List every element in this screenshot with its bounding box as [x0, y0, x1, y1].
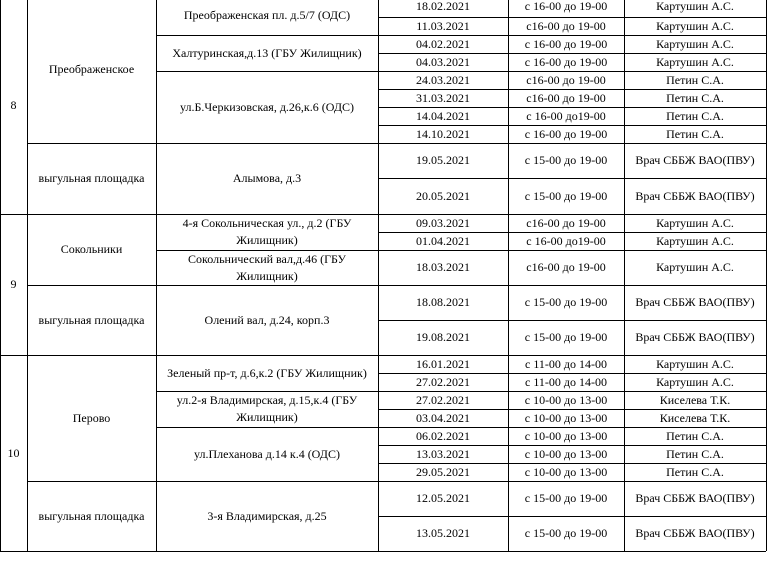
visit-time: с 16-00 до 19-00 [524, 0, 608, 13]
responsible-person: Картушин А.С. [656, 0, 734, 13]
responsible-person: Петин С.А. [666, 108, 724, 123]
visit-time: с16-00 до 19-00 [526, 90, 606, 105]
visit-date: 09.03.2021 [416, 215, 470, 230]
visit-time: с 16-00 до 19-00 [524, 54, 608, 69]
visit-date: 01.04.2021 [416, 233, 470, 248]
responsible-person: Петин С.А. [666, 464, 724, 479]
dog-area-address: Алымова, д.3 [232, 171, 302, 185]
visit-time: с 16-00 до 19-00 [524, 126, 608, 141]
visit-date: 18.02.2021 [416, 0, 470, 13]
site-address: Халтуринская,д.13 (ГБУ Жилищник) [172, 45, 362, 60]
site-address: ул.2-я Владимирская, д.15,к.4 (ГБУ Жилищник) [176, 393, 358, 424]
responsible-person: Картушин А.С. [656, 36, 734, 51]
visit-time: с 15-00 до 19-00 [524, 330, 608, 344]
site-address: ул.Б.Черкизовская, д.26,к.6 (ОДС) [180, 99, 354, 114]
site-address: Сокольнический вал,д.46 (ГБУ Жилищник) [188, 251, 346, 283]
visit-date: 11.03.2021 [416, 18, 470, 33]
responsible-person: Картушин А.С. [656, 356, 734, 371]
responsible-person: Картушин А.С. [656, 18, 734, 33]
visit-time: с 15-00 до 19-00 [524, 153, 608, 167]
responsible-person: Петин С.А. [666, 428, 724, 443]
responsible-person: Киселева Т.К. [659, 392, 731, 407]
responsible-person: Картушин А.С. [656, 215, 734, 230]
responsible-person: Петин С.А. [666, 72, 724, 87]
dog-area-label: выгульная площадка [38, 508, 145, 523]
visit-time: с16-00 до 19-00 [526, 18, 606, 33]
visit-date: 18.03.2021 [416, 260, 470, 274]
visit-date: 12.05.2021 [416, 491, 470, 505]
visit-date: 14.10.2021 [416, 126, 470, 141]
grid-line-horizontal [0, 551, 766, 552]
visit-time: с 15-00 до 19-00 [524, 188, 608, 203]
visit-time: с16-00 до 19-00 [526, 215, 606, 230]
visit-time: с 16-00 до19-00 [526, 108, 606, 123]
responsible-person: Врач СББЖ ВАО(ПВУ) [635, 153, 755, 167]
visit-date: 14.04.2021 [416, 108, 470, 123]
district-number: 10 [7, 445, 20, 460]
visit-time: с 10-00 до 13-00 [524, 446, 608, 461]
visit-date: 29.05.2021 [416, 464, 470, 479]
visit-time: с 15-00 до 19-00 [524, 295, 608, 309]
responsible-person: Врач СББЖ ВАО(ПВУ) [635, 330, 755, 344]
district-number: 9 [10, 277, 17, 291]
responsible-person: Киселева Т.К. [659, 410, 731, 425]
grid-line-vertical [766, 0, 767, 551]
dog-area-label: выгульная площадка [38, 171, 145, 185]
responsible-person: Врач СББЖ ВАО(ПВУ) [635, 491, 755, 505]
visit-time: с 10-00 до 13-00 [524, 410, 608, 425]
visit-time: с 11-00 до 14-00 [525, 356, 607, 371]
responsible-person: Картушин А.С. [656, 54, 734, 69]
site-address: Преображенская пл. д.5/7 (ОДС) [183, 8, 351, 22]
visit-date: 04.03.2021 [416, 54, 470, 69]
responsible-person: Петин С.А. [666, 446, 724, 461]
responsible-person: Петин С.А. [666, 90, 724, 105]
responsible-person: Врач СББЖ ВАО(ПВУ) [635, 526, 755, 540]
visit-time: с 10-00 до 13-00 [524, 464, 608, 479]
site-address: Зеленый пр-т, д.6,к.2 (ГБУ Жилищник) [167, 365, 367, 380]
visit-time: с 16-00 до 19-00 [524, 36, 608, 51]
visit-date: 18.08.2021 [416, 295, 470, 309]
visit-time: с 15-00 до 19-00 [524, 491, 608, 505]
visit-date: 06.02.2021 [416, 428, 470, 443]
responsible-person: Картушин А.С. [656, 233, 734, 248]
visit-time: с16-00 до 19-00 [526, 72, 606, 87]
responsible-person: Врач СББЖ ВАО(ПВУ) [635, 188, 755, 203]
visit-date: 24.03.2021 [416, 72, 470, 87]
visit-date: 03.04.2021 [416, 410, 470, 425]
visit-date: 19.05.2021 [416, 153, 470, 167]
visit-time: с 11-00 до 14-00 [525, 374, 607, 389]
visit-time: с 16-00 до19-00 [526, 233, 606, 248]
visit-time: с16-00 до 19-00 [526, 260, 606, 274]
visit-date: 13.05.2021 [416, 526, 470, 540]
dog-area-address: 3-я Владимирская, д.25 [207, 508, 327, 523]
responsible-person: Петин С.А. [666, 126, 724, 141]
responsible-person: Картушин А.С. [656, 260, 734, 274]
visit-date: 31.03.2021 [416, 90, 470, 105]
visit-date: 27.02.2021 [416, 374, 470, 389]
visit-time: с 15-00 до 19-00 [524, 526, 608, 540]
visit-date: 16.01.2021 [416, 356, 470, 371]
dog-area-address: Олений вал, д.24, корп.3 [204, 312, 330, 327]
visit-time: с 10-00 до 13-00 [524, 428, 608, 443]
visit-date: 20.05.2021 [416, 188, 470, 203]
dog-area-label: выгульная площадка [38, 312, 145, 327]
visit-date: 13.03.2021 [416, 446, 470, 461]
visit-time: с 10-00 до 13-00 [524, 392, 608, 407]
district-number: 8 [10, 97, 17, 112]
responsible-person: Картушин А.С. [656, 374, 734, 389]
district-name: Перово [72, 410, 111, 425]
site-address: ул.Плеханова д.14 к.4 (ОДС) [194, 446, 340, 461]
visit-date: 27.02.2021 [416, 392, 470, 407]
responsible-person: Врач СББЖ ВАО(ПВУ) [635, 295, 755, 309]
visit-date: 19.08.2021 [416, 330, 470, 344]
visit-date: 04.02.2021 [416, 36, 470, 51]
site-address: 4-я Сокольническая ул., д.2 (ГБУ Жилищник) [182, 216, 352, 247]
district-name: Преображенское [48, 62, 135, 76]
district-name: Сокольники [60, 242, 123, 256]
